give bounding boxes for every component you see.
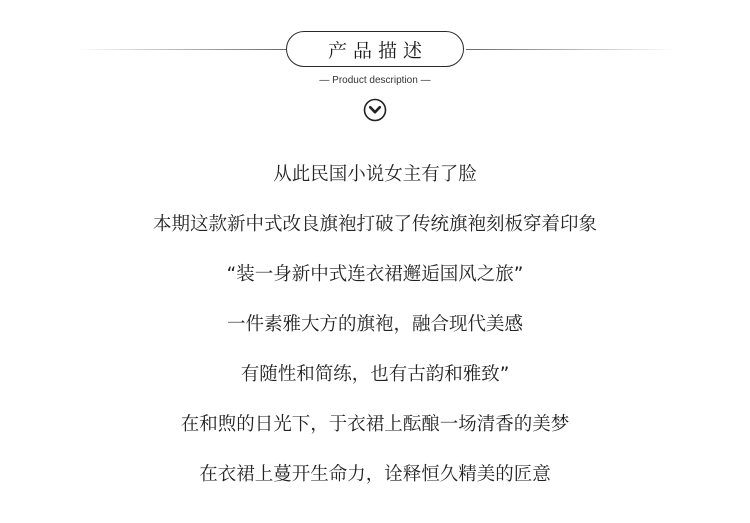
description-line: 在衣裙上蔓开生命力，诠释恒久精美的匠意 bbox=[199, 464, 551, 485]
title-pill bbox=[286, 31, 464, 67]
description-line: “装一身新中式连衣裙邂逅国风之旅” bbox=[226, 264, 524, 285]
page-subtitle: — Product description — bbox=[319, 75, 431, 86]
header-divider-left bbox=[78, 49, 286, 50]
description-line: 在和煦的日光下，于衣裙上酝酿一场清香的美梦 bbox=[180, 414, 570, 435]
description-text bbox=[0, 158, 750, 508]
description-line: 从此民国小说女主有了脸 bbox=[273, 164, 477, 185]
description-line: 有随性和简练，也有古韵和雅致” bbox=[240, 364, 510, 385]
chevron-down-circle-icon bbox=[363, 98, 387, 122]
description-line: 本期这款新中式改良旗袍打破了传统旗袍刻板穿着印象 bbox=[152, 214, 597, 235]
section-header bbox=[0, 0, 750, 130]
page-title: 产品描述 bbox=[327, 39, 428, 62]
header-divider-right bbox=[466, 49, 674, 50]
description-line: 一件素雅大方的旗袍，融合现代美感 bbox=[226, 314, 523, 335]
